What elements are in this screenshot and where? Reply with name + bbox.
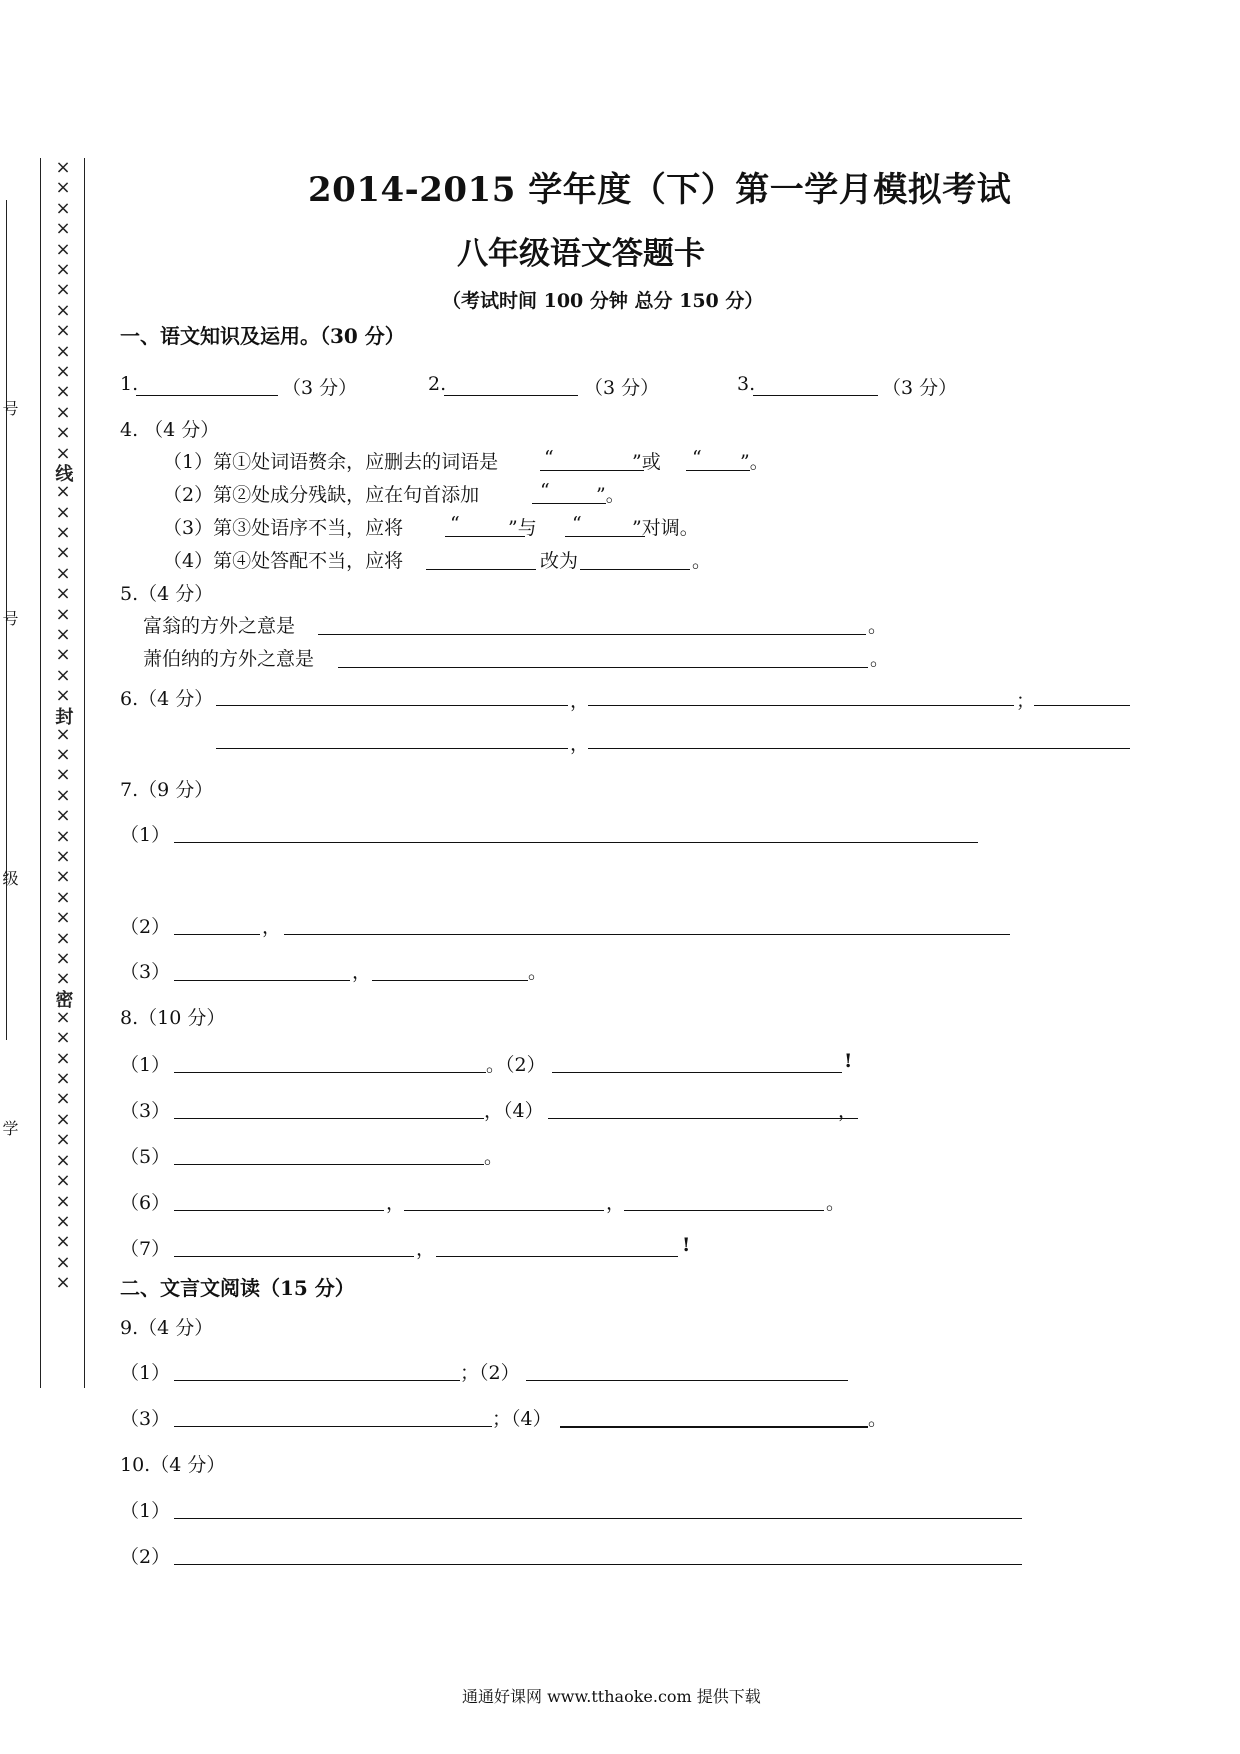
binding-x-mark: × bbox=[55, 866, 71, 888]
q1-answer-line[interactable] bbox=[136, 395, 278, 396]
binding-x-mark: × bbox=[55, 907, 71, 929]
q6-blank-2[interactable] bbox=[588, 705, 1014, 706]
q8-part7-label: （7） bbox=[120, 1238, 171, 1260]
q4-line2-quote-open: “ bbox=[540, 480, 550, 502]
binding-x-mark: × bbox=[55, 664, 71, 686]
margin-label-3: 级 bbox=[0, 870, 19, 886]
q5-line2-blank[interactable] bbox=[338, 667, 868, 668]
q10-part1-label: （1） bbox=[120, 1500, 171, 1522]
binding-x-mark: × bbox=[55, 361, 71, 383]
q4-line1-quote-open2: “ bbox=[692, 447, 702, 469]
q4-line3-quote-open: “ bbox=[450, 513, 460, 535]
q4-line4-text: （4）第④处答配不当，应将 bbox=[163, 550, 404, 572]
margin-label-1: 号 bbox=[0, 400, 19, 416]
section-2-heading: 二、文言文阅读（15 分） bbox=[120, 1276, 355, 1300]
q6-comma-2: ， bbox=[570, 733, 590, 755]
q6-blank-1[interactable] bbox=[216, 705, 568, 706]
q7-part3-blank-a[interactable] bbox=[174, 980, 350, 981]
q8-part6-comma-b: ， bbox=[606, 1192, 626, 1214]
q7-part2-blank-b[interactable] bbox=[284, 934, 1010, 935]
q1-score: （3 分） bbox=[282, 377, 358, 399]
binding-x-mark: × bbox=[55, 825, 71, 847]
q4-line4-changeto: 改为 bbox=[540, 550, 579, 572]
binding-x-mark: × bbox=[55, 422, 71, 444]
q10-part2-blank[interactable] bbox=[174, 1564, 1022, 1565]
q8-part6-comma-a: ， bbox=[386, 1192, 406, 1214]
q4-line2-text: （2）第②处成分残缺，应在句首添加 bbox=[163, 484, 480, 506]
q8-part5-label: （5） bbox=[120, 1146, 171, 1168]
binding-x-mark: × bbox=[55, 299, 71, 321]
binding-line-inner bbox=[84, 158, 85, 1388]
binding-x-mark: × bbox=[55, 1027, 71, 1049]
q9-part3-end: ；（4） bbox=[492, 1408, 552, 1430]
q7-part2-label: （2） bbox=[120, 916, 171, 938]
binding-x-mark: × bbox=[55, 644, 71, 666]
binding-x-mark: × bbox=[55, 521, 71, 543]
q5-line1-blank[interactable] bbox=[318, 634, 866, 635]
binding-x-mark: × bbox=[55, 1272, 71, 1294]
q4-line3-swap: ”对调。 bbox=[632, 517, 699, 539]
q1-number: 1. bbox=[120, 373, 139, 395]
q2-number: 2. bbox=[428, 373, 447, 395]
q7-part2-comma: ， bbox=[262, 916, 282, 938]
q9-part3-blank[interactable] bbox=[174, 1426, 492, 1427]
q7-part3-comma: ， bbox=[352, 961, 372, 983]
binding-x-mark: × bbox=[55, 1068, 71, 1090]
page-subtitle: 八年级语文答题卡 bbox=[457, 236, 705, 272]
q7-part3-blank-b[interactable] bbox=[372, 980, 528, 981]
q8-part6-blank-a[interactable] bbox=[174, 1210, 384, 1211]
q7-part1-label: （1） bbox=[120, 824, 171, 846]
q8-part4-blank[interactable] bbox=[548, 1118, 858, 1119]
q9-part4-blank[interactable] bbox=[560, 1426, 868, 1428]
q6-blank-4[interactable] bbox=[216, 748, 568, 749]
binding-x-mark: × bbox=[55, 1251, 71, 1273]
binding-x-mark: × bbox=[55, 968, 71, 990]
page-footer: 通通好课网 www.tthaoke.com 提供下载 bbox=[462, 1687, 761, 1706]
binding-x-mark: × bbox=[55, 886, 71, 908]
q4-line2-blank[interactable] bbox=[532, 503, 606, 504]
q3-score: （3 分） bbox=[882, 377, 958, 399]
binding-x-mark: × bbox=[55, 743, 71, 765]
q8-part7-blank-b[interactable] bbox=[436, 1256, 678, 1257]
binding-x-mark: × bbox=[55, 764, 71, 786]
q8-part6-blank-c[interactable] bbox=[624, 1210, 824, 1211]
binding-x-mark: × bbox=[55, 1108, 71, 1130]
binding-x-mark: × bbox=[55, 401, 71, 423]
q9-part1-label: （1） bbox=[120, 1362, 171, 1384]
binding-x-mark: × bbox=[55, 259, 71, 281]
binding-word: 线 bbox=[52, 464, 74, 483]
q5-heading: 5.（4 分） bbox=[120, 583, 214, 605]
q8-part2-end: ! bbox=[844, 1050, 853, 1072]
q8-part1-blank[interactable] bbox=[174, 1072, 486, 1073]
section-1-heading: 一、语文知识及运用。（30 分） bbox=[120, 324, 405, 348]
binding-x-mark: × bbox=[55, 1210, 71, 1232]
binding-x-mark: × bbox=[55, 279, 71, 301]
q9-part2-blank[interactable] bbox=[526, 1380, 848, 1381]
q4-line1-blank-a[interactable] bbox=[540, 470, 644, 471]
page-title: 2014-2015 学年度（下）第一学月模拟考试 bbox=[308, 170, 1012, 210]
q2-score: （3 分） bbox=[584, 377, 660, 399]
q6-comma-1: ， bbox=[570, 690, 590, 712]
q5-line1-text: 富翁的方外之意是 bbox=[143, 615, 296, 637]
q4-line3-text: （3）第③处语序不当，应将 bbox=[163, 517, 404, 539]
q8-part5-end: 。 bbox=[484, 1146, 504, 1168]
binding-x-column bbox=[52, 158, 74, 1294]
binding-x-mark: × bbox=[55, 784, 71, 806]
q8-part6-label: （6） bbox=[120, 1192, 171, 1214]
binding-x-mark: × bbox=[55, 1190, 71, 1212]
q5-line2-end: 。 bbox=[870, 648, 890, 670]
q8-part6-blank-b[interactable] bbox=[404, 1210, 604, 1211]
binding-x-mark: × bbox=[55, 320, 71, 342]
binding-line-outer bbox=[40, 158, 41, 1388]
q10-part2-label: （2） bbox=[120, 1546, 171, 1568]
q8-part7-end: ! bbox=[682, 1234, 691, 1256]
q2-answer-line[interactable] bbox=[444, 395, 578, 396]
q4-line1-text: （1）第①处词语赘余，应删去的词语是 bbox=[163, 451, 499, 473]
q4-line2-quote-close: ”。 bbox=[596, 484, 625, 506]
q3-number: 3. bbox=[737, 373, 756, 395]
binding-x-mark: × bbox=[55, 218, 71, 240]
q4-line1-quote-open: “ bbox=[544, 447, 554, 469]
q8-part7-comma: ， bbox=[416, 1238, 436, 1260]
q7-part1-blank[interactable] bbox=[174, 842, 978, 843]
binding-x-mark: × bbox=[55, 381, 71, 403]
q4-line3-quote-open2: “ bbox=[572, 513, 582, 535]
binding-x-mark: × bbox=[55, 1170, 71, 1192]
q7-part2-blank-a[interactable] bbox=[174, 934, 260, 935]
q6-heading: 6.（4 分） bbox=[120, 688, 214, 710]
binding-word: 封 bbox=[52, 706, 74, 725]
q7-part3-end: 。 bbox=[528, 961, 548, 983]
q10-part1-blank[interactable] bbox=[174, 1518, 1022, 1519]
q5-line2-text: 萧伯纳的方外之意是 bbox=[143, 648, 315, 670]
binding-x-mark: × bbox=[55, 948, 71, 970]
q9-part1-blank[interactable] bbox=[174, 1380, 460, 1381]
binding-x-mark: × bbox=[55, 542, 71, 564]
binding-x-mark: × bbox=[55, 685, 71, 707]
q6-blank-3[interactable] bbox=[1034, 705, 1130, 706]
binding-x-mark: × bbox=[55, 846, 71, 867]
binding-word: 密 bbox=[52, 989, 74, 1008]
binding-x-mark: × bbox=[55, 1149, 71, 1171]
binding-x-mark: × bbox=[55, 805, 71, 827]
binding-x-mark: × bbox=[55, 1088, 71, 1110]
q4-line4-blank-b[interactable] bbox=[580, 569, 690, 570]
q8-part3-end: ，（4） bbox=[484, 1100, 544, 1122]
binding-x-mark: × bbox=[55, 562, 71, 584]
binding-x-mark: × bbox=[55, 927, 71, 949]
q9-part3-label: （3） bbox=[120, 1408, 171, 1430]
binding-x-mark: × bbox=[55, 501, 71, 523]
q4-line4-end: 。 bbox=[692, 550, 712, 572]
binding-x-mark: × bbox=[55, 157, 71, 178]
q4-heading: 4. （4 分） bbox=[120, 419, 220, 441]
q9-part1-end: ；（2） bbox=[460, 1362, 520, 1384]
q4-line4-blank-a[interactable] bbox=[426, 569, 536, 570]
binding-x-mark: × bbox=[55, 1231, 71, 1253]
binding-x-mark: × bbox=[55, 583, 71, 605]
binding-x-mark: × bbox=[55, 442, 71, 464]
q6-semicolon: ； bbox=[1016, 690, 1036, 712]
margin-label-4: 学 bbox=[0, 1120, 19, 1136]
binding-x-mark: × bbox=[55, 177, 71, 199]
q4-line1-quote-or: ”或 bbox=[632, 451, 661, 473]
q8-part1-label: （1） bbox=[120, 1054, 171, 1076]
q8-part1-end: 。（2） bbox=[486, 1054, 546, 1076]
q6-blank-5[interactable] bbox=[588, 748, 1130, 749]
q8-heading: 8.（10 分） bbox=[120, 1007, 226, 1029]
binding-x-mark: × bbox=[55, 603, 71, 625]
margin-label-2: 号 bbox=[0, 610, 19, 626]
binding-x-mark: × bbox=[55, 238, 71, 260]
q9-part4-end: 。 bbox=[868, 1408, 888, 1430]
q8-part3-blank[interactable] bbox=[174, 1118, 484, 1119]
q3-answer-line[interactable] bbox=[753, 395, 878, 396]
binding-x-mark: × bbox=[55, 623, 71, 645]
binding-x-mark: × bbox=[55, 1047, 71, 1069]
q8-part7-blank-a[interactable] bbox=[174, 1256, 414, 1257]
binding-x-mark: × bbox=[55, 197, 71, 219]
q9-heading: 9.（4 分） bbox=[120, 1317, 214, 1339]
q5-line1-end: 。 bbox=[868, 615, 888, 637]
q4-line1-quote-close: ”。 bbox=[740, 451, 769, 473]
q4-line3-and: ”与 bbox=[508, 517, 537, 539]
q8-part5-blank[interactable] bbox=[174, 1164, 484, 1165]
q7-part3-label: （3） bbox=[120, 961, 171, 983]
q8-part4-end: ， bbox=[838, 1100, 858, 1122]
binding-x-mark: × bbox=[55, 481, 71, 503]
q8-part3-label: （3） bbox=[120, 1100, 171, 1122]
binding-x-mark: × bbox=[55, 1129, 71, 1151]
exam-info: （考试时间 100 分钟 总分 150 分） bbox=[442, 290, 764, 312]
q10-heading: 10.（4 分） bbox=[120, 1454, 226, 1476]
binding-x-mark: × bbox=[55, 723, 71, 745]
q8-part2-blank[interactable] bbox=[552, 1072, 842, 1073]
q8-part6-end: 。 bbox=[826, 1192, 846, 1214]
binding-x-mark: × bbox=[55, 340, 71, 362]
binding-x-mark: × bbox=[55, 1006, 71, 1028]
q7-heading: 7.（9 分） bbox=[120, 779, 214, 801]
